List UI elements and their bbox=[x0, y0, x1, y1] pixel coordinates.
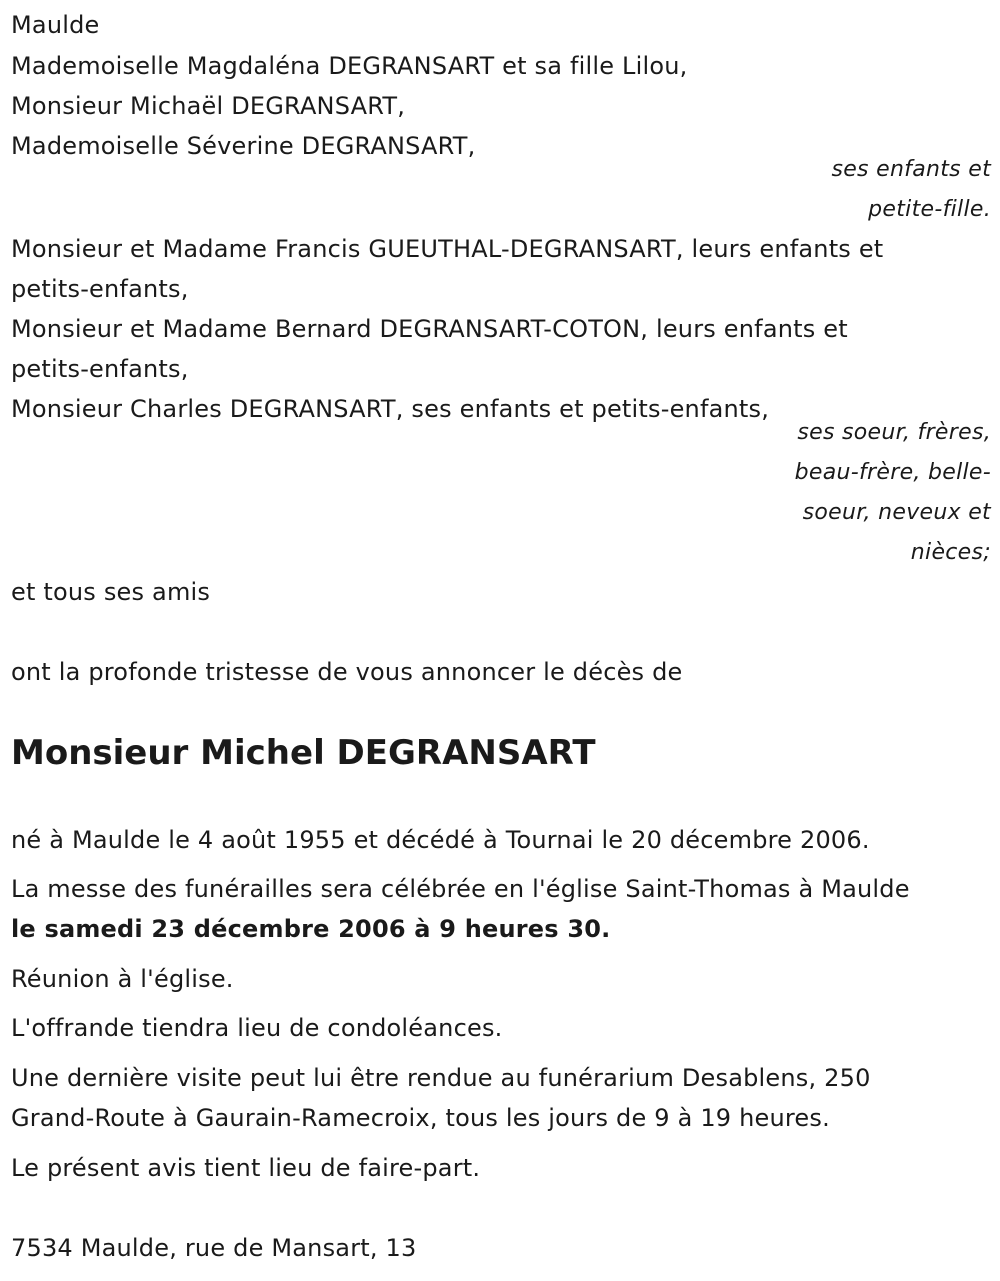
family-line: Mademoiselle Magdaléna DEGRANSART et sa fille Lilou, bbox=[11, 52, 688, 80]
address-line: 7534 Maulde, rue de Mansart, 13 bbox=[11, 1234, 417, 1262]
funeral-date-line: le samedi 23 décembre 2006 à 9 heures 30. bbox=[11, 915, 611, 943]
family-line: Monsieur Michaël DEGRANSART, bbox=[11, 92, 406, 120]
family-line: Monsieur Charles DEGRANSART, ses enfants et petits-enfants, bbox=[11, 395, 770, 423]
family-line: petits-enfants, bbox=[11, 355, 189, 383]
offering-line: L'offrande tiendra lieu de condoléances. bbox=[11, 1014, 503, 1042]
friends-line: et tous ses amis bbox=[11, 578, 211, 606]
relation-label: ses soeur, frères, bbox=[797, 420, 991, 445]
relation-label: beau-frère, belle- bbox=[794, 460, 991, 485]
visit-line: Grand-Route à Gaurain-Ramecroix, tous les jours de 9 à 19 heures. bbox=[11, 1104, 830, 1132]
relation-label: soeur, neveux et bbox=[802, 500, 991, 525]
deceased-name: Monsieur Michel DEGRANSART bbox=[11, 733, 596, 773]
family-line: Monsieur et Madame Francis GUEUTHAL-DEGRANSART, leurs enfants et bbox=[11, 235, 884, 263]
relation-label: petite-fille. bbox=[868, 197, 991, 222]
family-line: Monsieur et Madame Bernard DEGRANSART-COTON, leurs enfants et bbox=[11, 315, 848, 343]
relation-label: nièces; bbox=[910, 540, 991, 565]
announcement-line: ont la profonde tristesse de vous annoncer le décès de bbox=[11, 658, 683, 686]
place-name: Maulde bbox=[11, 11, 100, 39]
notice-line: Le présent avis tient lieu de faire-part. bbox=[11, 1154, 481, 1182]
relation-label: ses enfants et bbox=[831, 157, 991, 182]
family-line: Mademoiselle Séverine DEGRANSART, bbox=[11, 132, 476, 160]
funeral-mass-line: La messe des funérailles sera célébrée en l'église Saint-Thomas à Maulde bbox=[11, 875, 910, 903]
visit-line: Une dernière visite peut lui être rendue au funérarium Desablens, 250 bbox=[11, 1064, 871, 1092]
meeting-line: Réunion à l'église. bbox=[11, 965, 234, 993]
family-line: petits-enfants, bbox=[11, 275, 189, 303]
birth-death-line: né à Maulde le 4 août 1955 et décédé à Tournai le 20 décembre 2006. bbox=[11, 826, 870, 854]
